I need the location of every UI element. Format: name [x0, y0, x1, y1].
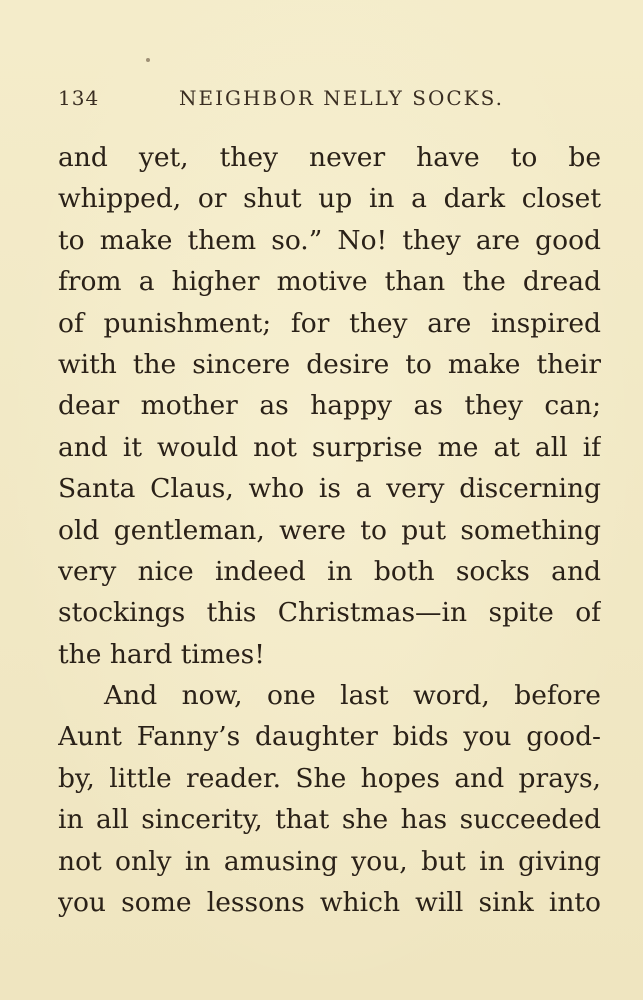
text-line: stockings this Christmas—in spite of	[58, 597, 601, 629]
text-line: old gentleman, were to put something	[58, 514, 601, 546]
text-line: by, little reader. She hopes and prays,	[58, 762, 601, 794]
text-line: from a higher motive than the dread	[58, 266, 601, 298]
text-line: the hard times!	[58, 638, 265, 670]
text-line: Aunt Fanny’s daughter bids you good-	[58, 721, 601, 753]
text-line: you some lessons which will sink into	[58, 887, 601, 919]
text-line: not only in amusing you, but in giving	[58, 845, 601, 877]
text-line: to make them so.” No! they are good	[58, 224, 601, 256]
text-line: of punishment; for they are inspired	[58, 307, 601, 339]
text-line: with the sincere desire to make their	[58, 348, 601, 380]
text-line: whipped, or shut up in a dark closet	[58, 183, 601, 215]
text-line: and it would not surprise me at all if	[58, 431, 601, 463]
text-line: dear mother as happy as they can;	[58, 390, 601, 422]
text-line: very nice indeed in both socks and	[58, 555, 601, 587]
page-header	[58, 86, 601, 114]
paragraph-first-line: And now, one last word, before	[104, 680, 601, 712]
running-title: NEIGHBOR NELLY SOCKS.	[179, 86, 504, 110]
page-number: 134	[58, 86, 100, 110]
ink-speck	[146, 58, 150, 62]
text-line: and yet, they never have to be	[58, 142, 601, 173]
text-line: Santa Claus, who is a very discerning	[58, 473, 601, 505]
body-text	[58, 137, 601, 923]
text-line: in all sincerity, that she has succeeded	[58, 804, 601, 836]
